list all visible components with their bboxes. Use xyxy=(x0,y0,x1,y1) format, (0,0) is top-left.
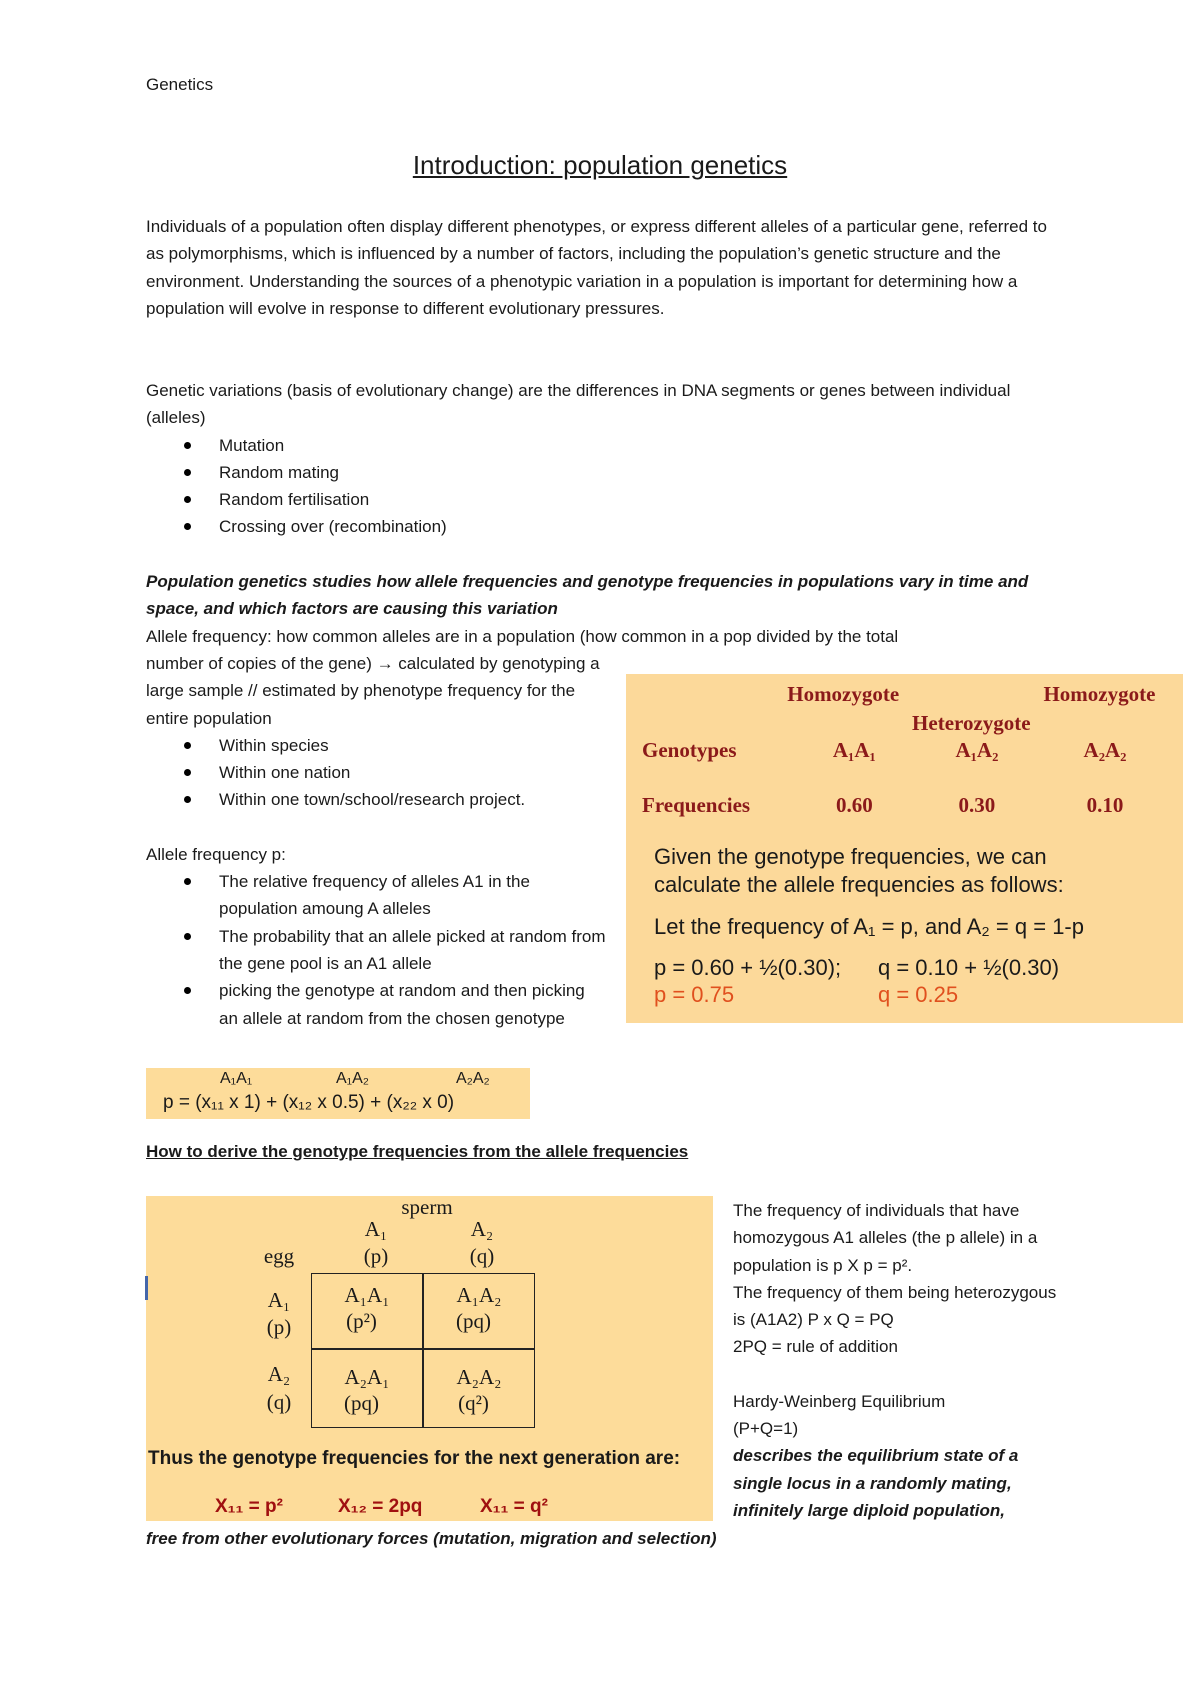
list-item: picking the genotype at random and then picking an allele at random from the chosen genotype xyxy=(146,977,608,1032)
popgen-definition: Population genetics studies how allele frequencies and genotype frequencies in populations vary in time and space, and which factors are causing this variation xyxy=(146,572,1029,619)
p-calculation: p = 0.60 + ½(0.30); xyxy=(654,955,842,980)
row-a2-freq: (q) xyxy=(266,1390,292,1414)
list-item: Random mating xyxy=(146,459,1046,486)
allele-p-list xyxy=(146,868,608,1032)
q-result: q = 0.25 xyxy=(878,982,959,1007)
punnett-cell xyxy=(311,1349,423,1428)
row-a2-label: A₂ xyxy=(267,1362,291,1386)
col-a2-freq: (q) xyxy=(469,1244,495,1268)
allele-p-heading: Allele frequency p: xyxy=(146,844,286,864)
given-text: calculate the allele frequencies as follows: xyxy=(654,872,1064,897)
cell-genotype: A₁A₂ xyxy=(456,1283,502,1307)
given-text: Given the genotype frequencies, we can xyxy=(654,844,1047,869)
derive-heading: How to derive the genotype frequencies from the allele frequencies xyxy=(146,1142,689,1161)
genotype-a1a1: A₁A₁ xyxy=(832,738,876,762)
variation-list xyxy=(146,432,1046,541)
variation-paragraph: Genetic variations (basis of evolutionary change) are the differences in DNA segments or genes between individual (alleles) xyxy=(146,381,1011,428)
genotype-frequency-box xyxy=(626,674,1183,1023)
frequency-a2a2: 0.10 xyxy=(1086,793,1124,817)
page-title: Introduction: population genetics xyxy=(412,150,788,180)
page-header: Genetics xyxy=(146,75,214,94)
formula-header-a2a2: A₂A₂ xyxy=(456,1070,490,1087)
col-a1-label: A₁ xyxy=(364,1217,388,1241)
hardy-weinberg-description-end: free from other evolutionary forces (mutation, migration and selection) xyxy=(146,1529,717,1548)
x22-formula: X₁₁ = q² xyxy=(480,1496,548,1517)
punnett-cell xyxy=(311,1273,423,1349)
homozygote-label: Homozygote xyxy=(787,682,900,706)
genotype-a2a2: A₂A₂ xyxy=(1083,738,1127,762)
hardy-weinberg-description: describes the equilibrium state of a single locus in a randomly mating, infinitely large diploid population, xyxy=(733,1446,1019,1520)
cell-genotype: A₂A₂ xyxy=(456,1365,502,1389)
thus-text: Thus the genotype frequencies for the next generation are: xyxy=(148,1448,681,1469)
allele-frequency-text: number of copies of the gene) → calculated by genotyping a large sample // estimated by phenotype frequency for the entire population xyxy=(146,654,600,728)
row-a1-label: A₁ xyxy=(267,1288,291,1312)
genotypes-label: Genotypes xyxy=(642,738,737,762)
list-item: Within one town/school/research project. xyxy=(146,786,608,813)
let-frequency-text: Let the frequency of A₁ = p, and A₂ = q = 1-p xyxy=(654,914,1084,939)
punnett-square-box xyxy=(146,1196,713,1521)
genotype-a1a2: A₁A₂ xyxy=(955,738,999,762)
allele-frequency-line: Allele frequency: how common alleles are in a population (how common in a pop divided by the total xyxy=(146,627,899,646)
allele-formula-box xyxy=(146,1068,530,1119)
x12-formula: X₁₂ = 2pq xyxy=(338,1496,423,1517)
cell-genotype: A₁A₁ xyxy=(344,1283,390,1307)
hardy-weinberg-equation: (P+Q=1) xyxy=(733,1419,799,1439)
variation-section xyxy=(146,377,1046,541)
punnett-cell xyxy=(423,1273,535,1349)
x11-formula: X₁₁ = p² xyxy=(215,1496,283,1517)
intro-paragraph: Individuals of a population often display different phenotypes, or express different alleles of a particular gene, referred to as polymorphisms, which is influenced by a number of factors, including the population’s genetic structure and the environment. Understanding the sources of a phenotypic variation in a population is important for determining how a population will evolve in response to different evolutionary pressures. xyxy=(146,217,1047,318)
cell-frequency: (pq) xyxy=(344,1391,379,1415)
cell-frequency: (pq) xyxy=(456,1309,491,1333)
scope-list xyxy=(146,732,608,814)
col-a2-label: A₂ xyxy=(470,1217,494,1241)
q-calculation: q = 0.10 + ½(0.30) xyxy=(878,955,1060,980)
list-item: Crossing over (recombination) xyxy=(146,513,1046,540)
heterozygous-text: The frequency of them being heterozygous is (A1A2) P x Q = PQ xyxy=(733,1282,1057,1330)
addition-rule-text: 2PQ = rule of addition xyxy=(733,1337,898,1357)
cell-frequency: (p²) xyxy=(346,1309,377,1333)
homozygote-label: Homozygote xyxy=(1043,682,1156,706)
heterozygote-label: Heterozygote xyxy=(912,711,1031,735)
col-a1-freq: (p) xyxy=(363,1244,389,1268)
punnett-cell xyxy=(423,1349,535,1428)
frequency-a1a2: 0.30 xyxy=(958,793,996,817)
list-item: The relative frequency of alleles A1 in the population amoung A alleles xyxy=(146,868,608,923)
allele-formula: p = (x₁₁ x 1) + (x₁₂ x 0.5) + (x₂₂ x 0) xyxy=(163,1092,455,1113)
formula-header-a1a2: A₁A₂ xyxy=(336,1070,369,1087)
right-explanation xyxy=(733,1197,1063,1524)
frequency-a1a1: 0.60 xyxy=(835,793,873,817)
row-a1-freq: (p) xyxy=(266,1315,292,1339)
allele-left-column xyxy=(146,650,608,1032)
frequencies-label: Frequencies xyxy=(642,793,751,817)
list-item: Random fertilisation xyxy=(146,486,1046,513)
list-item: Within species xyxy=(146,732,608,759)
homozygous-text: The frequency of individuals that have homozygous A1 alleles (the p allele) in a population is p X p = p². xyxy=(733,1201,1038,1275)
formula-header-a1a1: A₁A₁ xyxy=(220,1070,253,1087)
sperm-label: sperm xyxy=(401,1195,453,1219)
cell-frequency: (q²) xyxy=(458,1391,489,1415)
margin-marker xyxy=(145,1276,148,1300)
cell-genotype: A₂A₁ xyxy=(344,1365,390,1389)
p-result: p = 0.75 xyxy=(654,982,735,1007)
egg-label: egg xyxy=(263,1244,295,1268)
list-item: The probability that an allele picked at random from the gene pool is an A1 allele xyxy=(146,923,608,978)
list-item: Within one nation xyxy=(146,759,608,786)
hardy-weinberg-title: Hardy-Weinberg Equilibrium xyxy=(733,1391,946,1411)
list-item: Mutation xyxy=(146,432,1046,459)
